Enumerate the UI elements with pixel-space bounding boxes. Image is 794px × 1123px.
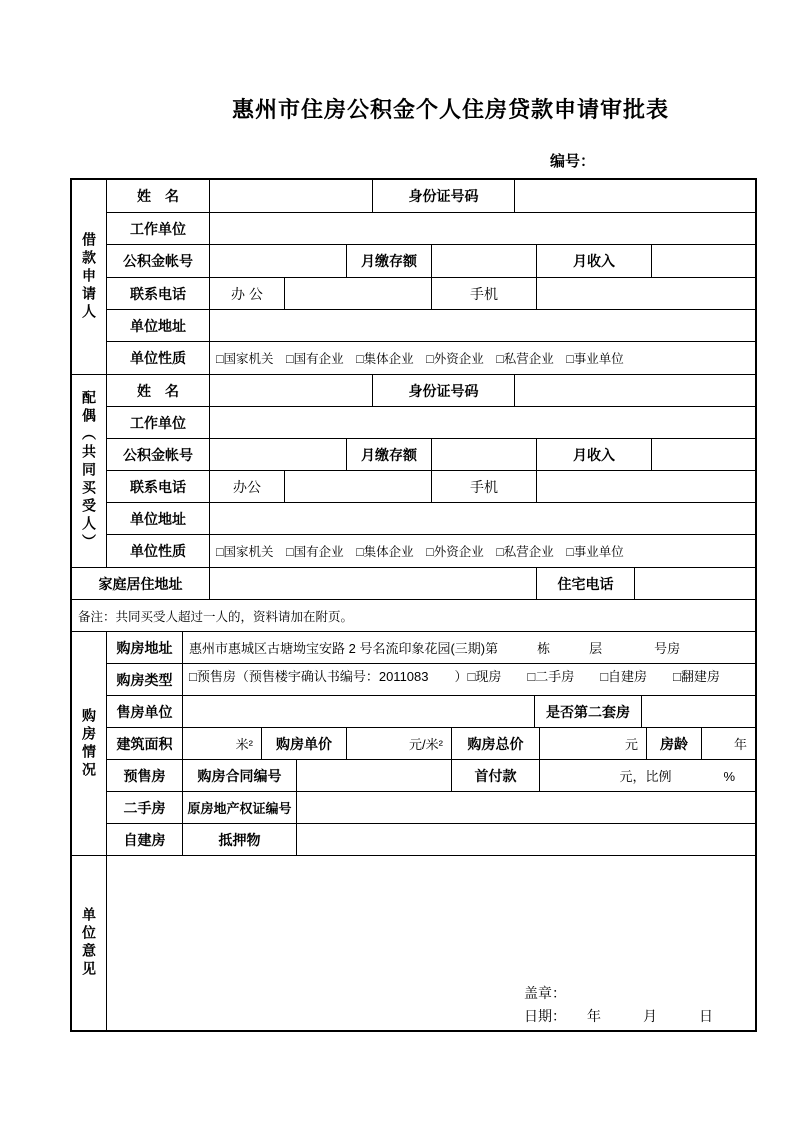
borrower-office-phone-label: 办 公	[210, 278, 285, 310]
seller-label: 售房单位	[107, 696, 183, 728]
spouse-fund-account-field[interactable]	[210, 439, 347, 471]
spouse-employer-address-field[interactable]	[210, 503, 755, 535]
purchase-address-label: 购房地址	[107, 632, 183, 664]
spouse-employer-type-checkboxes[interactable]: □国家机关 □国有企业 □集体企业 □外资企业 □私营企业 □事业单位	[210, 535, 755, 568]
borrower-monthly-deposit-field[interactable]	[432, 245, 537, 278]
spouse-name-label: 姓 名	[107, 375, 210, 407]
borrower-fund-account-label: 公积金帐号	[107, 245, 210, 278]
borrower-name-label: 姓 名	[107, 180, 210, 213]
borrower-fund-account-field[interactable]	[210, 245, 347, 278]
application-table	[70, 178, 757, 1032]
borrower-name-field[interactable]	[210, 180, 373, 213]
unit-price-label: 购房单价	[262, 728, 347, 760]
spouse-employer-field[interactable]	[210, 407, 755, 439]
spouse-monthly-deposit-field[interactable]	[432, 439, 537, 471]
borrower-employer-field[interactable]	[210, 213, 755, 245]
spouse-office-phone-field[interactable]	[285, 471, 432, 503]
original-cert-label: 原房地产权证编号	[183, 792, 297, 824]
serial-number-label: 编号：	[550, 153, 596, 170]
house-age-field[interactable]: 年	[702, 728, 755, 760]
collateral-label: 抵押物	[183, 824, 297, 856]
purchase-address-value[interactable]: 惠州市惠城区古塘坳宝安路 2 号名流印象花园(三期)第 栋 层 号房	[183, 632, 755, 664]
borrower-employer-label: 工作单位	[107, 213, 210, 245]
unit-price-field[interactable]: 元/米²	[347, 728, 452, 760]
borrower-mobile-label: 手机	[432, 278, 537, 310]
total-price-field[interactable]: 元	[540, 728, 647, 760]
borrower-office-phone-field[interactable]	[285, 278, 432, 310]
family-address-field[interactable]	[210, 568, 537, 600]
total-price-label: 购房总价	[452, 728, 540, 760]
purchase-type-label: 购房类型	[107, 664, 183, 696]
house-age-label: 房龄	[647, 728, 702, 760]
borrower-employer-type-checkboxes[interactable]: □国家机关 □国有企业 □集体企业 □外资企业 □私营企业 □事业单位	[210, 342, 755, 375]
borrower-employer-address-field[interactable]	[210, 310, 755, 342]
spouse-monthly-deposit-label: 月缴存额	[347, 439, 432, 471]
borrower-id-label: 身份证号码	[373, 180, 515, 213]
spouse-mobile-label: 手机	[432, 471, 537, 503]
second-home-field[interactable]	[642, 696, 755, 728]
home-phone-field[interactable]	[635, 568, 755, 600]
note-row: 备注：共同买受人超过一人的，资料请加在附页。	[72, 600, 755, 632]
second-home-label: 是否第二套房	[535, 696, 642, 728]
spouse-fund-account-label: 公积金帐号	[107, 439, 210, 471]
family-address-label: 家庭居住地址	[72, 568, 210, 600]
borrower-mobile-field[interactable]	[537, 278, 755, 310]
unit-opinion-area[interactable]	[107, 856, 755, 1030]
spouse-employer-label: 工作单位	[107, 407, 210, 439]
spouse-monthly-income-field[interactable]	[652, 439, 755, 471]
contract-no-label: 购房合同编号	[183, 760, 297, 792]
spouse-id-label: 身份证号码	[373, 375, 515, 407]
borrower-employer-address-label: 单位地址	[107, 310, 210, 342]
borrower-monthly-income-label: 月收入	[537, 245, 652, 278]
spouse-mobile-field[interactable]	[537, 471, 755, 503]
contract-no-field[interactable]	[297, 760, 452, 792]
spouse-phone-label: 联系电话	[107, 471, 210, 503]
spouse-id-field[interactable]	[515, 375, 755, 407]
purchase-type-checkboxes[interactable]: □预售房（预售楼宇确认书编号：2011083 ）□现房 □二手房 □自建房 □翻建房	[183, 664, 755, 696]
borrower-employer-type-label: 单位性质	[107, 342, 210, 375]
borrower-phone-label: 联系电话	[107, 278, 210, 310]
section-borrower: 借款申请人	[72, 180, 107, 375]
section-spouse: 配偶（共同买受人）	[72, 375, 107, 568]
floor-area-field[interactable]: 米²	[183, 728, 262, 760]
page-title: 惠州市住房公积金个人住房贷款申请审批表	[231, 97, 669, 122]
spouse-name-field[interactable]	[210, 375, 373, 407]
date-label: 日期： 年 月 日	[524, 1008, 713, 1024]
section-unit-opinion: 单位意见	[72, 856, 107, 1030]
floor-area-label: 建筑面积	[107, 728, 183, 760]
borrower-monthly-income-field[interactable]	[652, 245, 755, 278]
spouse-office-phone-label: 办公	[210, 471, 285, 503]
down-payment-field[interactable]: 元，比例 %	[540, 760, 755, 792]
selfbuilt-label: 自建房	[107, 824, 183, 856]
original-cert-field[interactable]	[297, 792, 755, 824]
spouse-employer-address-label: 单位地址	[107, 503, 210, 535]
presale-label: 预售房	[107, 760, 183, 792]
spouse-employer-type-label: 单位性质	[107, 535, 210, 568]
spouse-monthly-income-label: 月收入	[537, 439, 652, 471]
section-purchase: 购房情况	[72, 632, 107, 856]
secondhand-label: 二手房	[107, 792, 183, 824]
collateral-field[interactable]	[297, 824, 755, 856]
home-phone-label: 住宅电话	[537, 568, 635, 600]
seal-date-block	[524, 982, 713, 1028]
seal-label: 盖章：	[524, 985, 566, 1001]
seller-field[interactable]	[183, 696, 535, 728]
borrower-monthly-deposit-label: 月缴存额	[347, 245, 432, 278]
borrower-id-field[interactable]	[515, 180, 755, 213]
down-payment-label: 首付款	[452, 760, 540, 792]
